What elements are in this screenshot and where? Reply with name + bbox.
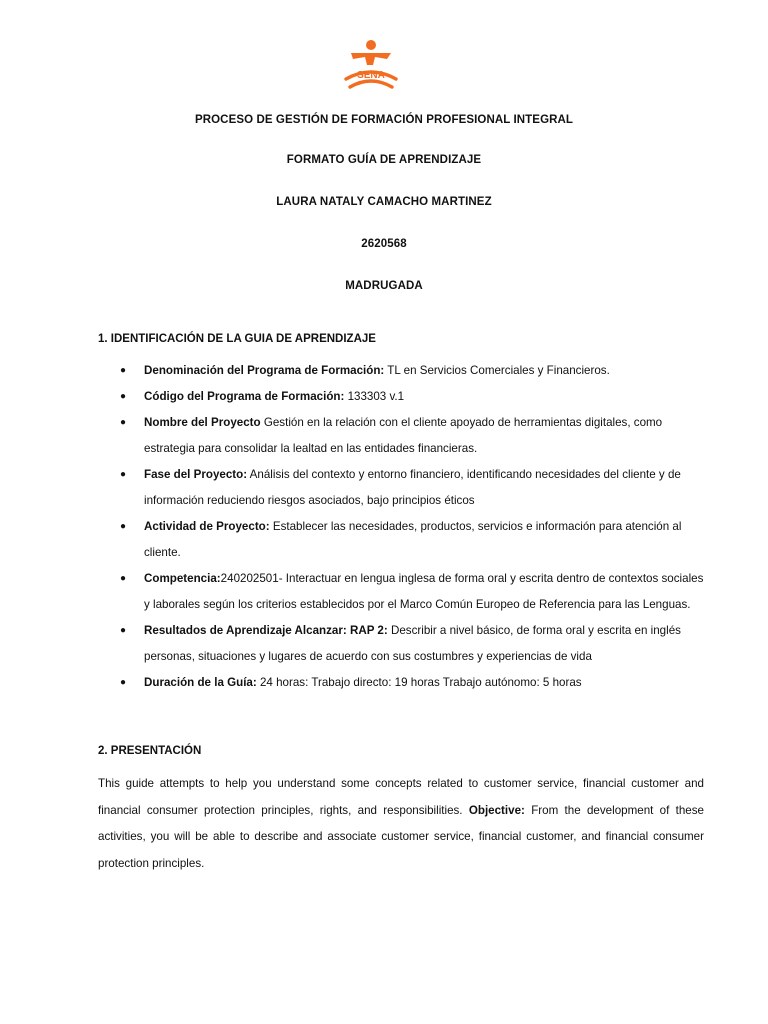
- bullet: ●: [120, 365, 127, 376]
- objective-label: Objective:: [468, 803, 525, 817]
- presentation-paragraph: [98, 771, 704, 877]
- bullet: ●: [120, 469, 127, 480]
- bullet: ●: [120, 417, 127, 428]
- item-label: Fase del Proyecto:: [144, 468, 248, 481]
- section2-title: 2. PRESENTACIÓN: [98, 745, 202, 757]
- bullet: ●: [120, 625, 127, 636]
- item-text: Establecer las necesidades, productos, servicios e información para atención al cliente.: [144, 520, 682, 559]
- list-item: [98, 384, 708, 410]
- item-label: Competencia:: [144, 572, 221, 585]
- item-text: Gestión en la relación con el cliente apoyado de herramientas digitales, como estrategia para consolidar la lealtad en las entidades financieras.: [144, 416, 663, 455]
- header-schedule: MADRUGADA: [345, 280, 423, 292]
- section1-title: 1. IDENTIFICACIÓN DE LA GUIA DE APRENDIZAJE: [98, 333, 376, 345]
- item-text: Describir a nivel básico, de forma oral y escrita en inglés personas, situaciones y lugares de acuerdo con sus costumbres y experiencias de vida: [144, 624, 681, 663]
- item-text: Análisis del contexto y entorno financiero, identificando necesidades del cliente y de información reduciendo riesgos asociados, bajo principios éticos: [144, 468, 681, 507]
- list-item: [98, 514, 708, 566]
- bullet: ●: [120, 573, 127, 584]
- bullet: ●: [120, 677, 127, 688]
- item-label: Resultados de Aprendizaje Alcanzar: RAP 2:: [144, 624, 388, 637]
- header-group-code: 2620568: [361, 238, 407, 250]
- item-label: Código del Programa de Formación:: [144, 390, 345, 403]
- item-text: TL en Servicios Comerciales y Financieros.: [384, 364, 610, 377]
- sena-logo-text: SENA: [357, 70, 385, 81]
- list-item: [98, 670, 708, 696]
- bullet: ●: [120, 391, 127, 402]
- list-item: [98, 566, 708, 618]
- item-text: 133303 v.1: [344, 390, 405, 403]
- list-item: [98, 410, 708, 462]
- header-process-title: PROCESO DE GESTIÓN DE FORMACIÓN PROFESIONAL INTEGRAL: [194, 114, 574, 126]
- list-item: [98, 462, 708, 514]
- item-label: Actividad de Proyecto:: [144, 520, 270, 533]
- identification-list: [98, 358, 708, 696]
- bullet: ●: [120, 521, 127, 532]
- item-text: 240202501- Interactuar en lengua inglesa de forma oral y escrita dentro de contextos sociales y laborales según los criterios establecidos por el Marco Común Europeo de Referencia para las Lenguas.: [144, 572, 704, 611]
- sena-logo-figure: [351, 40, 391, 65]
- item-text: 24 horas: Trabajo directo: 19 horas Trabajo autónomo: 5 horas: [256, 676, 582, 689]
- list-item: [98, 358, 708, 384]
- item-label: Denominación del Programa de Formación:: [144, 364, 385, 377]
- item-label: Duración de la Guía:: [144, 676, 257, 689]
- item-label: Nombre del Proyecto: [144, 416, 261, 429]
- presentation-text-end: From the development of these activities, you will be able to describe and associate customer service, financial customer, and financial consumer protection principles.: [98, 803, 704, 870]
- list-item: [98, 618, 708, 670]
- presentation-text-start: This guide attempts to help you understand some concepts related to customer service, financial customer and financial consumer protection principles, rights, and responsibilities.: [98, 777, 704, 817]
- sena-logo: [341, 38, 401, 94]
- header-student-name: LAURA NATALY CAMACHO MARTINEZ: [276, 196, 492, 208]
- header-format-title: FORMATO GUÍA DE APRENDIZAJE: [286, 154, 482, 166]
